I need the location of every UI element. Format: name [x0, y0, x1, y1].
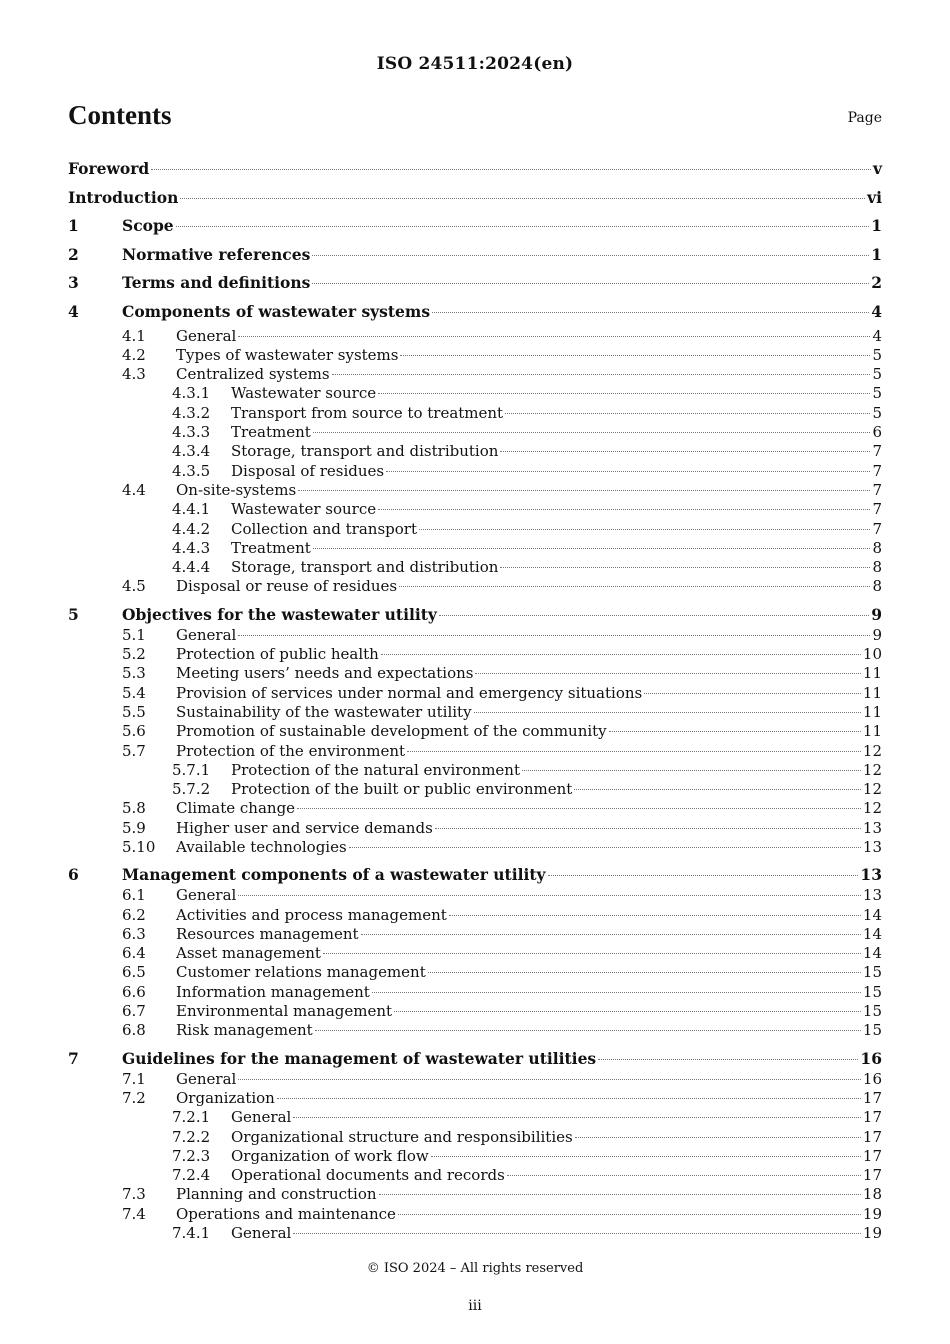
toc-entry-number: 7	[68, 1048, 79, 1068]
toc-entry-title: Wastewater source	[231, 500, 377, 519]
dot-leader	[323, 953, 861, 954]
toc-entry-title: Operations and maintenance	[176, 1204, 396, 1223]
toc-entry-page: 17	[862, 1146, 882, 1165]
toc-entry[interactable]	[68, 481, 882, 500]
toc-entry[interactable]	[68, 1166, 882, 1185]
toc-entry-title: General	[176, 326, 237, 345]
toc-entry-title: Types of wastewater systems	[176, 345, 399, 364]
dot-leader	[428, 972, 861, 973]
toc-entry-title: Protection of the environment	[176, 741, 406, 760]
toc-entry[interactable]	[68, 241, 882, 270]
dot-leader	[500, 451, 870, 452]
toc-entry-title: Introduction	[68, 187, 179, 207]
toc-entry-page: 8	[872, 558, 882, 577]
toc-entry-title: Resources management	[176, 924, 359, 943]
toc-entry-page: 11	[862, 664, 882, 683]
toc-entry-title: Storage, transport and distribution	[231, 442, 499, 461]
toc-entry-page: vi	[867, 187, 882, 207]
toc-entry-title: Storage, transport and distribution	[231, 558, 499, 577]
dot-leader	[399, 586, 870, 587]
toc-entry-page: 9	[871, 604, 882, 624]
toc-entry-number: 4.3.5	[172, 461, 211, 480]
toc-entry-title: Environmental management	[176, 1002, 393, 1021]
dot-leader	[312, 283, 869, 284]
dot-leader	[522, 770, 861, 771]
toc-entry-title: Higher user and service demands	[176, 818, 433, 837]
toc-entry-page: 18	[862, 1185, 882, 1204]
dot-leader	[379, 1194, 861, 1195]
toc-entry-number: 6.1	[122, 886, 146, 905]
dot-leader	[238, 895, 861, 896]
toc-entry-page: 17	[862, 1166, 882, 1185]
toc-entry-page: 5	[872, 384, 882, 403]
table-of-contents	[68, 155, 882, 1243]
toc-entry-page: 11	[862, 722, 882, 741]
toc-entry[interactable]	[68, 1147, 882, 1166]
toc-entry-title: Operational documents and records	[231, 1166, 505, 1185]
toc-entry-number: 7.3	[122, 1185, 146, 1204]
toc-entry[interactable]	[68, 500, 882, 519]
toc-entry-number: 6.3	[122, 924, 146, 943]
page-number: iii	[468, 1298, 482, 1314]
toc-entry[interactable]	[68, 1108, 882, 1127]
toc-entry[interactable]	[68, 963, 882, 982]
dot-leader	[475, 673, 860, 674]
toc-entry-page: 8	[872, 577, 882, 596]
toc-entry-number: 7.2.3	[172, 1146, 211, 1165]
toc-entry-page: 11	[862, 683, 882, 702]
toc-entry-title: Scope	[122, 216, 174, 236]
toc-entry-page: 13	[862, 886, 882, 905]
toc-entry-title: Organizational structure and responsibilities	[231, 1127, 573, 1146]
dot-leader	[435, 828, 861, 829]
toc-entry-page: 16	[860, 1048, 882, 1068]
toc-entry-title: Organization of work flow	[231, 1146, 429, 1165]
dot-leader	[293, 1233, 861, 1234]
dot-leader	[474, 712, 861, 713]
toc-entry[interactable]	[68, 327, 882, 346]
toc-entry-number: 2	[68, 244, 79, 264]
toc-entry-title: Treatment	[231, 538, 311, 557]
toc-entry-page: 5	[872, 403, 882, 422]
toc-entry-number: 6.8	[122, 1021, 146, 1040]
dot-leader	[407, 751, 861, 752]
toc-entry-title: Protection of the natural environment	[231, 760, 520, 779]
toc-entry-number: 6.6	[122, 982, 146, 1001]
toc-entry-page: 15	[862, 1002, 882, 1021]
toc-entry[interactable]	[68, 346, 882, 365]
toc-entry-page: 2	[871, 273, 882, 293]
toc-entry[interactable]	[68, 925, 882, 944]
toc-entry-title: General	[176, 625, 237, 644]
toc-entry[interactable]	[68, 664, 882, 683]
toc-entry-number: 7.4.1	[172, 1224, 211, 1243]
toc-entry-page: 9	[872, 625, 882, 644]
toc-entry-number: 4.3.2	[172, 403, 211, 422]
dot-leader	[439, 615, 869, 616]
toc-entry-number: 7.2	[122, 1088, 146, 1107]
toc-entry-title: Protection of the built or public environment	[231, 780, 573, 799]
dot-leader	[378, 393, 870, 394]
toc-entry[interactable]	[68, 799, 882, 818]
toc-entry[interactable]	[68, 539, 882, 558]
toc-entry[interactable]	[68, 184, 882, 213]
toc-entry-page: 13	[862, 837, 882, 856]
dot-leader	[394, 1011, 861, 1012]
dot-leader	[378, 509, 870, 510]
toc-entry-page: 1	[871, 216, 882, 236]
toc-entry-number: 5.10	[122, 837, 156, 856]
toc-entry-number: 5	[68, 604, 79, 624]
toc-entry[interactable]	[68, 703, 882, 722]
toc-entry-number: 4.4.2	[172, 519, 211, 538]
toc-entry-number: 4.5	[122, 577, 146, 596]
contents-heading-row	[68, 100, 882, 134]
toc-entry[interactable]	[68, 780, 882, 799]
toc-entry-page: 7	[872, 461, 882, 480]
toc-entry-number: 5.3	[122, 664, 146, 683]
toc-entry-page: 17	[862, 1108, 882, 1127]
toc-entry-page: 12	[862, 741, 882, 760]
toc-entry-number: 7.2.1	[172, 1108, 211, 1127]
toc-entry-page: 8	[872, 538, 882, 557]
toc-entry-title: Normative references	[122, 244, 311, 264]
toc-entry-number: 5.7	[122, 741, 146, 760]
toc-entry-title: Information management	[176, 982, 370, 1001]
dot-leader	[381, 654, 861, 655]
toc-entry-page: 17	[862, 1127, 882, 1146]
toc-entry[interactable]	[68, 886, 882, 905]
toc-entry[interactable]	[68, 423, 882, 442]
toc-entry[interactable]	[68, 1205, 882, 1224]
toc-entry-number: 5.7.1	[172, 760, 211, 779]
toc-entry-page: 15	[862, 982, 882, 1001]
toc-entry[interactable]	[68, 269, 882, 298]
dot-leader	[500, 567, 870, 568]
dot-leader	[151, 169, 871, 170]
toc-entry[interactable]	[68, 365, 882, 384]
document-id: ISO 24511:2024(en)	[376, 54, 574, 74]
toc-entry[interactable]	[68, 983, 882, 1002]
toc-entry-page: 7	[872, 500, 882, 519]
toc-entry-number: 4.4	[122, 480, 146, 499]
toc-entry-page: 7	[872, 442, 882, 461]
toc-entry-page: 6	[872, 423, 882, 442]
dot-leader	[548, 875, 859, 876]
toc-entry-number: 4.4.4	[172, 558, 211, 577]
toc-entry-number: 7.2.2	[172, 1127, 211, 1146]
dot-leader	[419, 529, 870, 530]
toc-entry-title: On-site-systems	[176, 480, 297, 499]
toc-entry-page: 12	[862, 760, 882, 779]
toc-entry-number: 6.2	[122, 905, 146, 924]
toc-entry[interactable]	[68, 1224, 882, 1243]
toc-entry-page: 14	[862, 924, 882, 943]
dot-leader	[386, 471, 870, 472]
toc-entry-page: 19	[862, 1224, 882, 1243]
toc-entry-number: 5.5	[122, 702, 146, 721]
toc-entry-page: 13	[860, 865, 882, 885]
toc-entry-title: Management components of a wastewater utility	[122, 865, 546, 885]
toc-entry-title: Climate change	[176, 799, 296, 818]
toc-entry-title: Centralized systems	[176, 365, 330, 384]
toc-entry-number: 3	[68, 273, 79, 293]
toc-entry[interactable]	[68, 577, 882, 596]
toc-entry[interactable]	[68, 684, 882, 703]
toc-entry[interactable]	[68, 1185, 882, 1204]
dot-leader	[312, 255, 869, 256]
toc-entry-title: Wastewater source	[231, 384, 377, 403]
toc-entry-title: General	[176, 886, 237, 905]
toc-entry[interactable]	[68, 1070, 882, 1089]
dot-leader	[298, 490, 870, 491]
toc-entry[interactable]	[68, 864, 882, 886]
toc-entry-title: Transport from source to treatment	[231, 403, 504, 422]
toc-entry[interactable]	[68, 722, 882, 741]
toc-entry[interactable]	[68, 558, 882, 577]
toc-entry-number: 1	[68, 216, 79, 236]
toc-entry-number: 4.4.1	[172, 500, 211, 519]
toc-entry-number: 5.2	[122, 645, 146, 664]
dot-leader	[313, 432, 871, 433]
toc-entry-page: 19	[862, 1204, 882, 1223]
toc-entry-page: 15	[862, 963, 882, 982]
toc-entry[interactable]	[68, 462, 882, 481]
dot-leader	[313, 548, 871, 549]
toc-entry[interactable]	[68, 761, 882, 780]
toc-entry-page: 15	[862, 1021, 882, 1040]
toc-entry[interactable]	[68, 645, 882, 664]
toc-entry-title: Guidelines for the management of wastewater utilities	[122, 1048, 597, 1068]
dot-leader	[598, 1059, 858, 1060]
copyright-footer: © ISO 2024 – All rights reserved	[366, 1261, 584, 1276]
toc-entry-number: 6	[68, 865, 79, 885]
toc-entry-title: Protection of public health	[176, 645, 379, 664]
toc-entry[interactable]	[68, 626, 882, 645]
toc-entry[interactable]	[68, 442, 882, 461]
toc-entry-number: 4	[68, 301, 79, 321]
toc-entry-title: General	[231, 1108, 292, 1127]
toc-entry-page: v	[872, 159, 882, 178]
toc-entry[interactable]	[68, 604, 882, 626]
toc-entry[interactable]	[68, 1128, 882, 1147]
toc-entry-title: Components of wastewater systems	[122, 301, 431, 321]
toc-entry-title: General	[231, 1224, 292, 1243]
toc-entry-title: Available technologies	[176, 837, 347, 856]
toc-entry-title: Terms and definitions	[122, 273, 311, 293]
toc-entry-number: 5.4	[122, 683, 146, 702]
toc-entry-number: 5.8	[122, 799, 146, 818]
dot-leader	[449, 915, 861, 916]
toc-entry-page: 5	[872, 365, 882, 384]
toc-entry-title: Asset management	[176, 944, 321, 963]
toc-entry[interactable]	[68, 906, 882, 925]
toc-entry-number: 4.4.3	[172, 538, 211, 557]
toc-entry-page: 11	[862, 702, 882, 721]
toc-entry[interactable]	[68, 819, 882, 838]
toc-entry-number: 4.3.4	[172, 442, 211, 461]
toc-entry-title: Disposal or reuse of residues	[176, 577, 398, 596]
toc-entry-title: Foreword	[68, 159, 150, 178]
dot-leader	[238, 1079, 861, 1080]
toc-entry[interactable]	[68, 742, 882, 761]
toc-entry-page: 14	[862, 905, 882, 924]
dot-leader	[277, 1098, 861, 1099]
toc-entry-title: Collection and transport	[231, 519, 417, 538]
toc-entry-title: Meeting users’ needs and expectations	[176, 664, 474, 683]
toc-entry[interactable]	[68, 1089, 882, 1108]
toc-entry[interactable]	[68, 404, 882, 423]
dot-leader	[644, 693, 861, 694]
dot-leader	[372, 992, 861, 993]
dot-leader	[293, 1117, 861, 1118]
toc-entry-title: Planning and construction	[176, 1185, 377, 1204]
toc-entry-page: 17	[862, 1088, 882, 1107]
toc-entry-page: 4	[871, 301, 882, 321]
dot-leader	[361, 934, 861, 935]
dot-leader	[398, 1214, 861, 1215]
dot-leader	[431, 1156, 861, 1157]
toc-entry-page: 12	[862, 799, 882, 818]
toc-entry-number: 7.1	[122, 1069, 146, 1088]
toc-entry[interactable]	[68, 384, 882, 403]
toc-entry[interactable]	[68, 298, 882, 327]
dot-leader	[432, 312, 869, 313]
toc-entry-title: Disposal of residues	[231, 461, 385, 480]
dot-leader	[238, 635, 870, 636]
toc-entry[interactable]	[68, 838, 882, 857]
toc-entry-page: 5	[872, 345, 882, 364]
toc-entry[interactable]	[68, 1021, 882, 1040]
toc-entry-title: Customer relations management	[176, 963, 426, 982]
toc-entry-number: 5.7.2	[172, 780, 211, 799]
toc-entry-page: 7	[872, 519, 882, 538]
toc-entry-page: 16	[862, 1069, 882, 1088]
contents-title: Contents	[68, 100, 172, 130]
dot-leader	[400, 355, 870, 356]
toc-entry-page: 4	[872, 326, 882, 345]
toc-entry-number: 5.1	[122, 625, 146, 644]
toc-entry-number: 7.2.4	[172, 1166, 211, 1185]
toc-entry-number: 4.2	[122, 345, 146, 364]
toc-entry-title: Promotion of sustainable development of the community	[176, 722, 607, 741]
toc-entry-title: Organization	[176, 1088, 275, 1107]
toc-entry-number: 4.3.1	[172, 384, 211, 403]
toc-entry-number: 6.5	[122, 963, 146, 982]
toc-entry[interactable]	[68, 1002, 882, 1021]
toc-entry-number: 6.4	[122, 944, 146, 963]
toc-entry-title: Treatment	[231, 423, 311, 442]
toc-entry-title: Activities and process management	[176, 905, 447, 924]
page-column-label: Page	[847, 110, 882, 126]
dot-leader	[574, 789, 861, 790]
toc-entry-number: 6.7	[122, 1002, 146, 1021]
toc-entry-title: Risk management	[176, 1021, 313, 1040]
toc-entry-title: Objectives for the wastewater utility	[122, 604, 437, 624]
toc-entry-page: 12	[862, 780, 882, 799]
toc-entry-page: 14	[862, 944, 882, 963]
toc-entry-page: 10	[862, 645, 882, 664]
toc-entry-page: 7	[872, 480, 882, 499]
toc-entry-title: Provision of services under normal and emergency situations	[176, 683, 643, 702]
toc-entry-number: 4.3	[122, 365, 146, 384]
toc-entry[interactable]	[68, 155, 882, 184]
dot-leader	[609, 731, 861, 732]
toc-entry-number: 4.3.3	[172, 423, 211, 442]
dot-leader	[315, 1030, 861, 1031]
dot-leader	[332, 374, 871, 375]
dot-leader	[180, 198, 865, 199]
dot-leader	[349, 847, 861, 848]
dot-leader	[507, 1175, 861, 1176]
dot-leader	[297, 808, 861, 809]
dot-leader	[176, 226, 870, 227]
toc-entry-number: 7.4	[122, 1204, 146, 1223]
dot-leader	[238, 336, 870, 337]
toc-entry-page: 13	[862, 818, 882, 837]
toc-entry[interactable]	[68, 520, 882, 539]
toc-entry-page: 1	[871, 244, 882, 264]
toc-entry-number: 4.1	[122, 326, 146, 345]
toc-entry[interactable]	[68, 1048, 882, 1070]
toc-entry-number: 5.9	[122, 818, 146, 837]
toc-entry[interactable]	[68, 944, 882, 963]
toc-entry-number: 5.6	[122, 722, 146, 741]
toc-entry[interactable]	[68, 212, 882, 241]
dot-leader	[575, 1137, 861, 1138]
dot-leader	[505, 413, 870, 414]
toc-entry-title: Sustainability of the wastewater utility	[176, 702, 472, 721]
toc-entry-title: General	[176, 1069, 237, 1088]
